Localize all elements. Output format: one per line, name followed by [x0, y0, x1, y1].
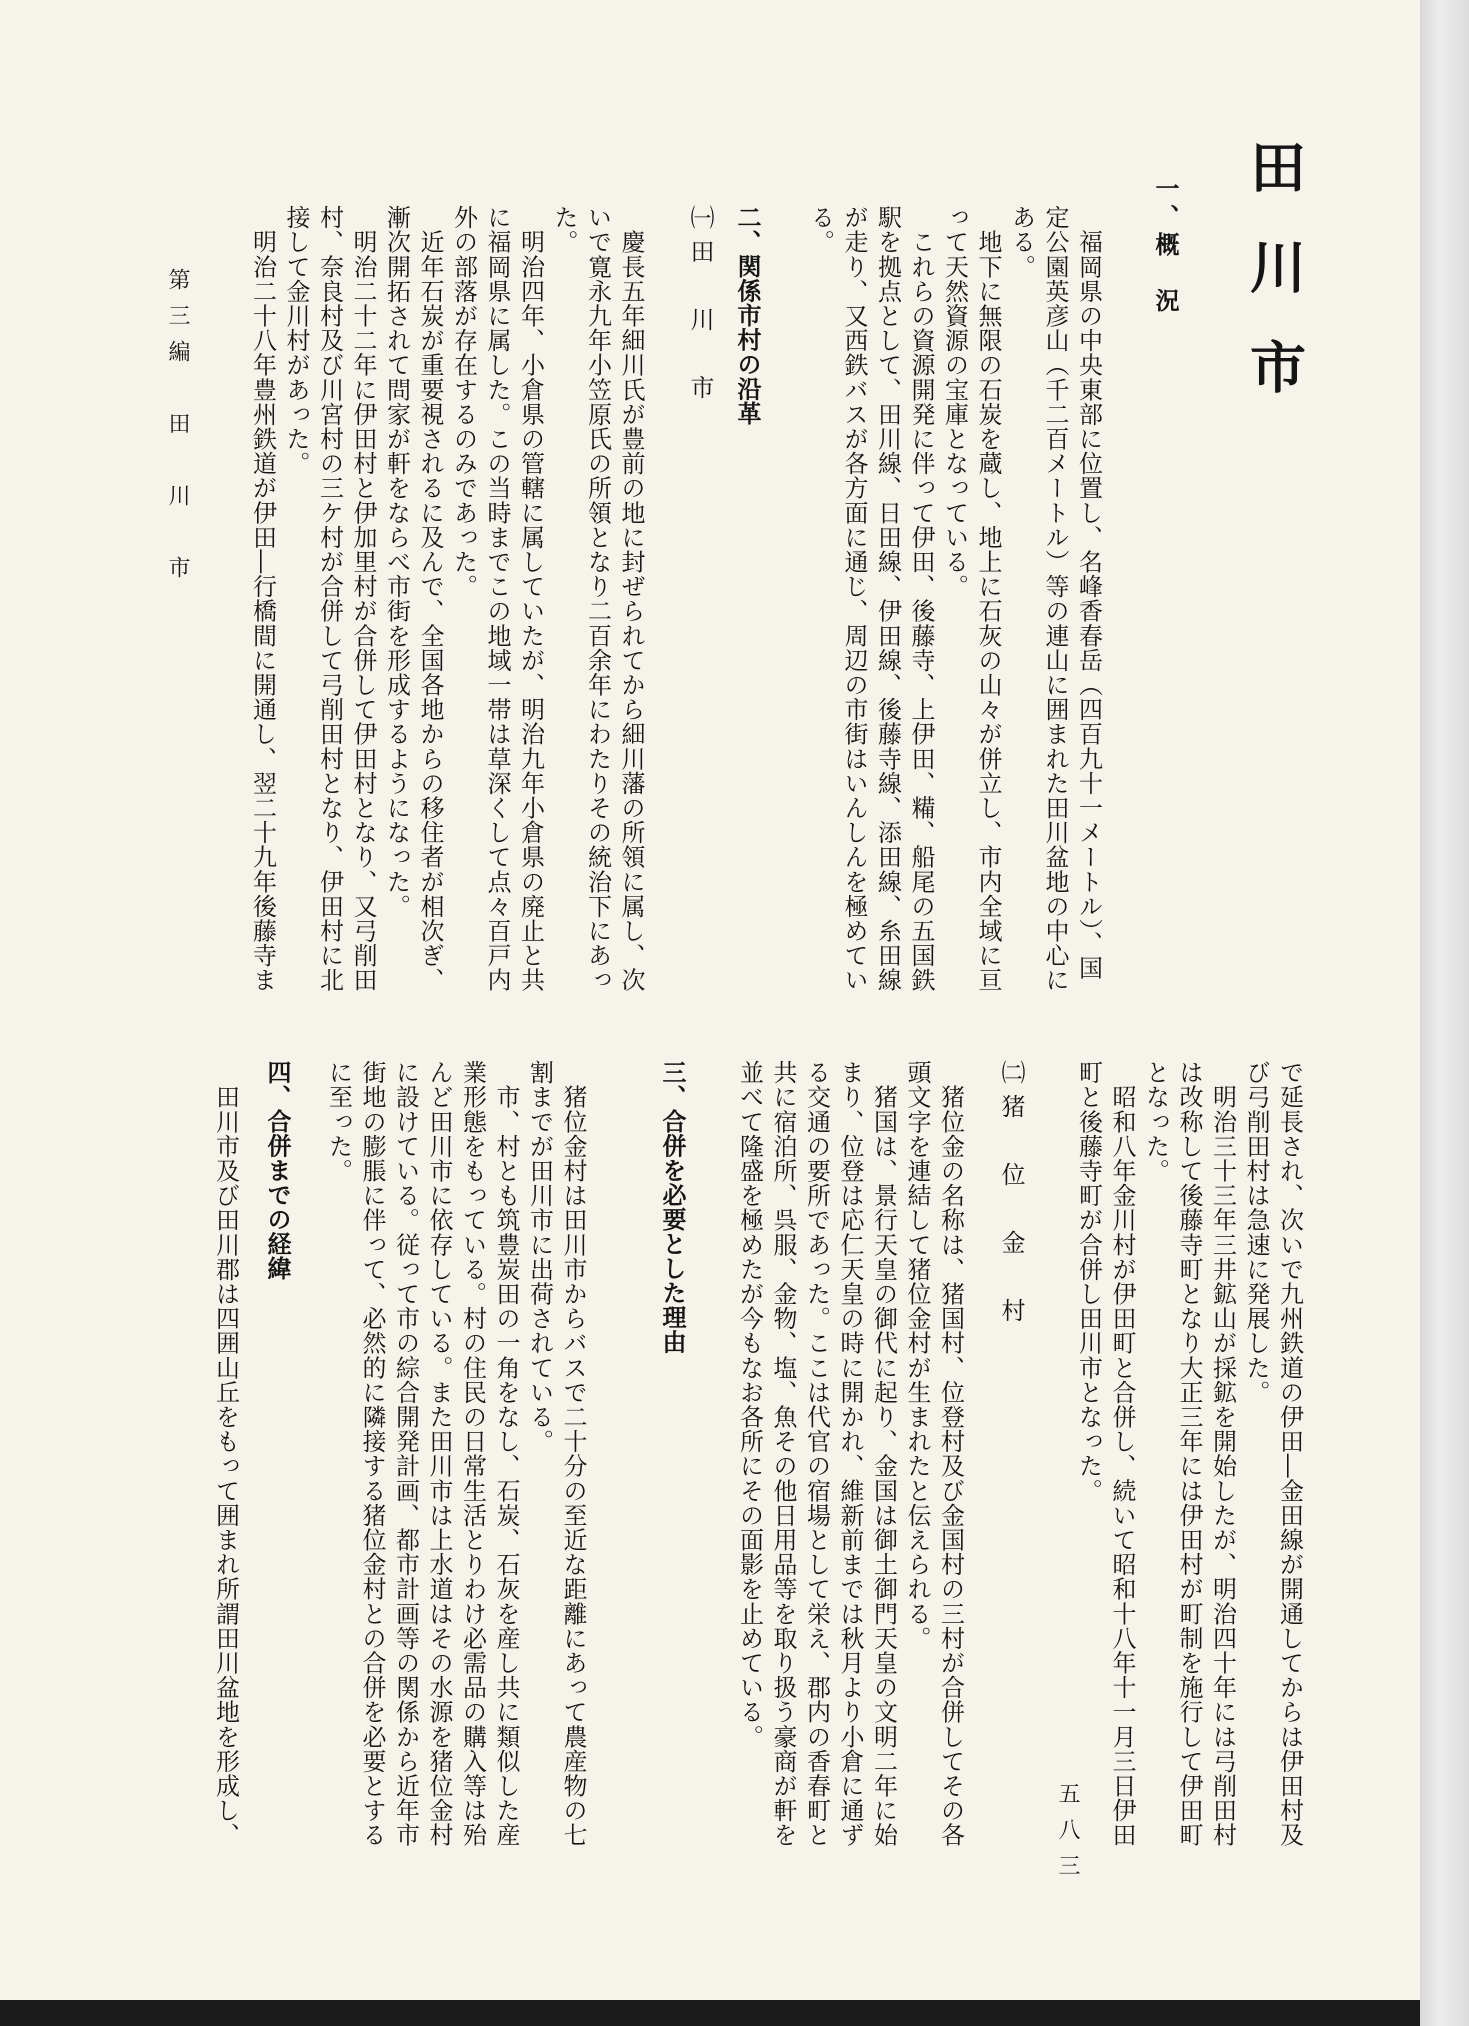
text-line: って天然資源の宝庫となっている。 — [940, 205, 969, 599]
text-line: 市、村とも筑豊炭田の一角をなし、石炭、石灰を産し共に類似した産 — [492, 1060, 520, 1848]
page-number: 五八三 — [1055, 1782, 1080, 1890]
text-line: は改称して後藤寺町となり大正三年には伊田村が町制を施行して伊田町 — [1175, 1060, 1203, 1848]
footer-section-label: 第三編 田 川 市 — [165, 268, 190, 592]
text-line: これらの資源開発に伴って伊田、後藤寺、上伊田、糒、船尾の五国鉄 — [907, 205, 935, 993]
text-line: 町と後藤寺町が合併し田川市となった。 — [1074, 1060, 1103, 1503]
section-3-body — [321, 1060, 589, 1847]
text-line: いで寛永九年小笠原氏の所領となり二百余年にわたりその統治下にあっ — [583, 205, 612, 993]
text-line: 猪位金村は田川市からバスで二十分の至近な距離にあって農産物の七 — [559, 1060, 587, 1848]
text-line: 田川市及び田川郡は四囲山丘をもって囲まれ所謂田川盆地を形成し、 — [211, 1060, 240, 1848]
text-line: 共に宿泊所、呉服、金物、塩、魚その他日用品等を取り扱う豪商が軒を — [769, 1060, 797, 1848]
text-line: に設けている。従って市の綜合開発計画、都市計画等の関係から近年市 — [391, 1060, 420, 1848]
text-line: んど田川市に依存している。また田川市は上水道はその水源を猪位金村 — [425, 1060, 453, 1848]
section-2-body — [245, 205, 647, 992]
text-line: で延長され、次いで九州鉄道の伊田―金田線が開通してからは伊田村及 — [1275, 1060, 1304, 1848]
section-4-body — [208, 1060, 242, 1847]
section-3-heading: 三、合併を必要とした理由 — [658, 1060, 686, 1354]
section-1-body — [803, 205, 1105, 992]
text-line: 昭和八年金川村が伊田町と合併し、続いて昭和十八年十一月三日伊田 — [1108, 1060, 1136, 1848]
text-line: 猪国は、景行天皇の御代に起り、金国は御土御門天皇の文明二年に始 — [869, 1060, 898, 1848]
text-line: 漸次開拓されて問家が軒をならべ市街を形成するようになった。 — [382, 205, 411, 919]
text-line: 地下に無限の石炭を蔵し、地上に石灰の山々が併立し、市内全域に亘 — [974, 205, 1002, 993]
section-2-sub-2: ㈡猪 位 金 村 — [997, 1060, 1025, 1332]
text-line: 村、奈良村及び川宮村の三ケ村が合併して弓削田村となり、伊田村に北 — [315, 205, 344, 993]
text-line: 明治二十八年豊州鉄道が伊田―行橋間に開通し、翌二十九年後藤寺ま — [248, 205, 277, 993]
text-line: 猪位金の名称は、猪国村、位登村及び金国村の三村が合併してその各 — [936, 1060, 965, 1848]
text-line: まり、位登は応仁天皇の時に開かれ、維新前までは秋月より小倉に通ず — [836, 1060, 864, 1848]
text-line: 頭文字を連結して猪位金村が生まれたと伝えられる。 — [903, 1060, 931, 1651]
section-1-heading: 一、概 況 — [1151, 176, 1179, 316]
text-line: 街地の膨脹に伴って、必然的に隣接する猪位金村との合併を必要とする — [358, 1060, 386, 1848]
text-line: が走り、又西鉄バスが各方面に通じ、周辺の市街はいんしんを極めてい — [840, 205, 868, 993]
text-line: に至った。 — [324, 1060, 353, 1183]
text-line: 福岡県の中央東部に位置し、名峰香春岳（四百九十一メートル）、国 — [1074, 205, 1103, 981]
page-title: 田川市 — [1241, 138, 1307, 438]
page-edge — [1420, 0, 1469, 2026]
text-line: となった。 — [1141, 1060, 1170, 1183]
sub-2-body — [732, 1060, 967, 1847]
section-4-heading: 四、合併までの経緯 — [263, 1060, 291, 1281]
text-line: び弓削田村は急速に発展した。 — [1242, 1060, 1270, 1405]
text-line: 明治三十三年三井鉱山が採鉱を開始したが、明治四十年には弓削田村 — [1208, 1060, 1237, 1848]
section-2-sub-1: ㈠田 川 市 — [686, 205, 714, 409]
text-line: に福岡県に属した。この当時までこの地域一帯は草深くして点々百戸内 — [483, 205, 511, 993]
text-line: ある。 — [1007, 205, 1036, 279]
section-2-continued — [1071, 1060, 1306, 1847]
text-line: 業形態をもっている。村の住民の日常生活とりわけ必需品の購入等は殆 — [458, 1060, 487, 1848]
text-line: 駅を拠点として、田川線、日田線、伊田線、後藤寺線、添田線、糸田線 — [873, 205, 902, 993]
text-line: 割までが田川市に出荷されている。 — [525, 1060, 554, 1454]
text-line: 接して金川村があった。 — [282, 205, 310, 476]
text-line: た。 — [550, 205, 578, 255]
text-line: 慶長五年細川氏が豊前の地に封ぜられてから細川藩の所領に属し、次 — [617, 205, 645, 993]
text-line: 明治二十二年に伊田村と伊加里村が合併して伊田村となり、又弓削田 — [349, 205, 377, 993]
text-line: 外の部落が存在するのみであった。 — [449, 205, 478, 599]
text-line: る。 — [806, 205, 835, 255]
text-line: る交通の要所であった。ここは代官の宿場として栄え、郡内の香春町と — [802, 1060, 831, 1848]
section-2-heading: 二、関係市村の沿革 — [733, 205, 761, 426]
text-line: 近年石炭が重要視されるに及んで、全国各地からの移住者が相次ぎ、 — [416, 205, 444, 993]
text-line: 明治四年、小倉県の管轄に属していたが、明治九年小倉県の廃止と共 — [516, 205, 545, 993]
text-line: 並べて隆盛を極めたが今もなお各所にその面影を止めている。 — [735, 1060, 764, 1749]
text-line: 定公園英彦山（千二百メートル）等の連山に囲まれた田川盆地の中心に — [1041, 205, 1069, 993]
